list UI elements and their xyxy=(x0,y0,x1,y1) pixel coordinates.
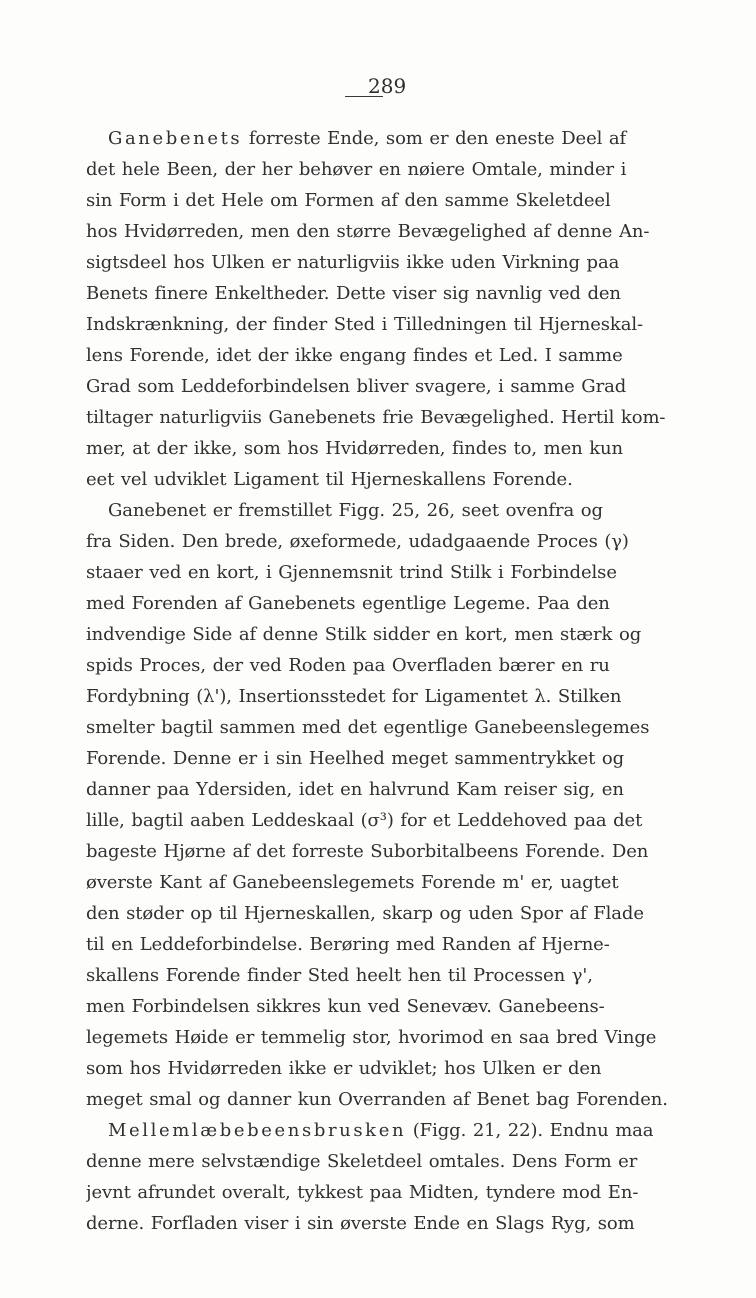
paragraph-2 xyxy=(86,495,710,1115)
text-line: Grad som Leddeforbindelsen bliver svagere, i samme Grad xyxy=(86,376,627,397)
text-line: til en Leddeforbindelse. Berøring med Randen af Hjerne- xyxy=(86,934,610,955)
text-line: sigtsdeel hos Ulken er naturligviis ikke uden Virkning paa xyxy=(86,252,620,273)
text-line: derne. Forfladen viser i sin øverste Ende en Slags Ryg, som xyxy=(86,1213,635,1234)
text-line: tiltager naturligviis Ganebenets frie Bevægelighed. Hertil kom- xyxy=(86,407,666,428)
text-line: spids Proces, der ved Roden paa Overfladen bærer en ru xyxy=(86,655,610,676)
text-line: lens Forende, idet der ikke engang findes et Led. I samme xyxy=(86,345,623,366)
text-line: Indskrænkning, der finder Sted i Tilledningen til Hjerneskal- xyxy=(86,314,644,335)
spaced-lead-word: Mellemlæbebeensbrusken xyxy=(108,1120,407,1141)
text-line: Ganebenet er fremstillet Figg. 25, 26, seet ovenfra og xyxy=(108,500,603,521)
text-line: Forende. Denne er i sin Heelhed meget sammentrykket og xyxy=(86,748,625,769)
text-line: denne mere selvstændige Skeletdeel omtales. Dens Form er xyxy=(86,1151,638,1172)
text-line: sin Form i det Hele om Formen af den samme Skeletdeel xyxy=(86,190,611,211)
text-line: jevnt afrundet overalt, tykkest paa Midten, tyndere mod En- xyxy=(86,1182,639,1203)
text-line: det hele Been, der her behøver en nøiere Omtale, minder i xyxy=(86,159,627,180)
text-line: indvendige Side af denne Stilk sidder en kort, men stærk og xyxy=(86,624,642,645)
text-line: den støder op til Hjerneskallen, skarp og uden Spor af Flade xyxy=(86,903,644,924)
text-line: smelter bagtil sammen med det egentlige Ganebeenslegemes xyxy=(86,717,650,738)
page-number-rule xyxy=(345,96,383,97)
text-line: Fordybning (λ'), Insertionsstedet for Ligamentet λ. Stilken xyxy=(86,686,622,707)
text-line: Ganebenets forreste Ende, som er den eneste Deel af xyxy=(108,128,627,149)
text-line: legemets Høide er temmelig stor, hvorimod en saa bred Vinge xyxy=(86,1027,657,1048)
paragraph-3 xyxy=(86,1115,710,1239)
text-line: bageste Hjørne af det forreste Suborbitalbeens Forende. Den xyxy=(86,841,649,862)
text-line: lille, bagtil aaben Leddeskaal (σ³) for et Leddehoved paa det xyxy=(86,810,643,831)
text-line: staaer ved en kort, i Gjennemsnit trind Stilk i Forbindelse xyxy=(86,562,617,583)
text-line: meget smal og danner kun Overranden af Benet bag Forenden. xyxy=(86,1089,668,1110)
text-line: hos Hvidørreden, men den større Bevægelighed af denne An- xyxy=(86,221,650,242)
text-line: skallens Forende finder Sted heelt hen til Processen γ', xyxy=(86,965,593,986)
spaced-lead-word: Ganebenets xyxy=(108,128,243,149)
text-line: eet vel udviklet Ligament til Hjerneskallens Forende. xyxy=(86,469,573,490)
text-line: øverste Kant af Ganebeenslegemets Forende m' er, uagtet xyxy=(86,872,619,893)
text-line: mer, at der ikke, som hos Hvidørreden, findes to, men kun xyxy=(86,438,624,459)
text-line: som hos Hvidørreden ikke er udviklet; hos Ulken er den xyxy=(86,1058,602,1079)
text-line: fra Siden. Den brede, øxeformede, udadgaaende Proces (γ) xyxy=(86,531,629,552)
text-line: med Forenden af Ganebenets egentlige Legeme. Paa den xyxy=(86,593,610,614)
paragraph-1 xyxy=(86,123,710,495)
text-line: Benets finere Enkeltheder. Dette viser sig navnlig ved den xyxy=(86,283,621,304)
text-line: Mellemlæbebeensbrusken (Figg. 21, 22). Endnu maa xyxy=(108,1120,654,1141)
page-number: 289 xyxy=(368,74,407,98)
text-line: men Forbindelsen sikkres kun ved Senevæv. Ganebeens- xyxy=(86,996,605,1017)
text-line: danner paa Ydersiden, idet en halvrund Kam reiser sig, en xyxy=(86,779,624,800)
